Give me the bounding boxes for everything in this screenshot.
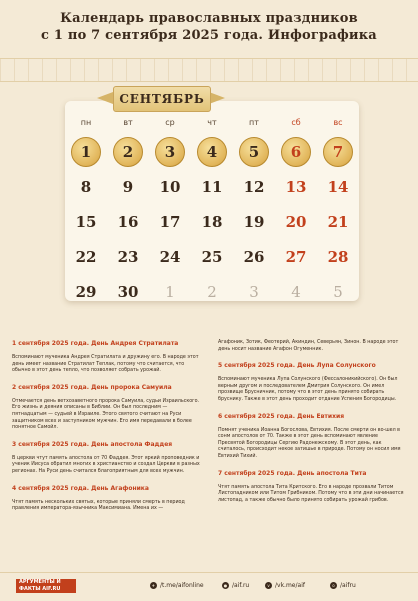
article-text: Отмечается день ветхозаветного пророка Самуила, судьи Израильского. Его жизнь и деяния описаны в Библии. Он был последним — пятнадцатым — судьей в Израиле. Этого святого считают на Руси защитником всех и заступником мужчин. Его имя передавали в более понятное Самойл.	[12, 398, 200, 431]
calendar-day: 5	[333, 282, 343, 301]
title-line-2: с 1 по 7 сентября 2025 года. Инфографика	[41, 28, 377, 43]
weekday-label: сб	[291, 118, 301, 127]
articles-right-column	[218, 340, 406, 513]
weekday-label: ср	[165, 118, 175, 127]
social-link-telegram[interactable]	[150, 582, 204, 589]
calendar-grid	[65, 112, 359, 309]
calendar-day: 27	[285, 247, 307, 266]
social-link-ok[interactable]	[330, 582, 356, 589]
ok-icon: o	[330, 582, 337, 589]
title-line-1: Календарь православных праздников	[60, 11, 358, 26]
holiday-day-marker: 1	[71, 137, 101, 167]
weekday-label: пт	[249, 118, 259, 127]
calendar-day	[191, 134, 233, 169]
article-text: В церкви чтут память апостола от 70 Фаддея. Этот яркий проповедник и ученик Иисуса обратил многих в христианство и создал Церкви в разных регионах. На Руси день считался благоприятным для всех мужчин.	[12, 455, 200, 474]
vk-icon: v	[265, 582, 272, 589]
article-heading: 4 сентября 2025 года. День Агафоника	[12, 484, 149, 492]
social-link-label: /aif.ru	[232, 582, 250, 589]
article-heading: 3 сентября 2025 года. День апостола Фаддея	[12, 440, 173, 448]
calendar-day: 11	[201, 177, 223, 196]
holiday-day-marker: 7	[323, 137, 353, 167]
page-title	[0, 10, 418, 44]
weekday-label: пн	[80, 118, 92, 127]
calendar-day: 23	[117, 247, 139, 266]
calendar-day: 14	[327, 177, 349, 196]
holiday-day-marker: 4	[197, 137, 227, 167]
footer	[0, 572, 418, 601]
globe-icon: ●	[223, 583, 228, 588]
calendar-day: 16	[117, 212, 139, 231]
calendar-day: 8	[80, 177, 92, 196]
calendar-day	[233, 134, 275, 169]
calendar-day: 24	[159, 247, 181, 266]
month-label: СЕНТЯБРЬ	[113, 86, 211, 112]
social-link-label: /aifru	[340, 582, 356, 589]
telegram-icon: ✈	[151, 583, 156, 588]
social-link-vk[interactable]	[265, 582, 305, 589]
article-text: Чтят память апостола Тита Критского. Его в народе прозвали Титом Листопадником или Титом Грибником. Потому что в эти дни начинается листопад, а также обычно было принято собирать урожай грибов.	[218, 484, 404, 503]
article-text: Вспоминают мученика Лупа Солунского (Фессалоникийского). Он был верным другом и последователем Дмитрия Солунского. Он имел прозвище Брусничник, потому что в этот день принято собирать бруснику. Также в этот день проходит отдание Успения Богородицы.	[218, 377, 398, 402]
article-text: Агафоник, Зотик, Феотерий, Акиндин, Северьян, Зинон. В народе этот день носит название Агафон Огуменник.	[218, 340, 399, 352]
holiday-day-marker: 5	[239, 137, 269, 167]
calendar-day: 3	[249, 282, 259, 301]
holiday-day-marker: 6	[281, 137, 311, 167]
calendar-day: 9	[122, 177, 134, 196]
social-link-site[interactable]	[222, 582, 249, 589]
calendar-day: 12	[243, 177, 265, 196]
calendar-day: 18	[201, 212, 223, 231]
calendar-day	[317, 134, 359, 169]
calendar-day: 21	[327, 212, 349, 231]
weekday-label: вс	[333, 118, 343, 127]
calendar-day	[275, 134, 317, 169]
calendar-day: 26	[243, 247, 265, 266]
articles-left-column	[12, 340, 200, 522]
calendar-day: 28	[327, 247, 349, 266]
calendar-day: 22	[75, 247, 97, 266]
calendar-day: 2	[207, 282, 217, 301]
weekday-label: вт	[123, 118, 133, 127]
article-heading: 5 сентября 2025 года. День Лупа Солунского	[218, 362, 376, 370]
weekday-label: чт	[207, 118, 217, 127]
article-heading: 7 сентября 2025 года. День апостола Тита	[218, 469, 367, 477]
calendar-day: 4	[291, 282, 301, 301]
article-heading: 2 сентября 2025 года. День пророка Самуила	[12, 383, 172, 391]
calendar-day: 25	[201, 247, 223, 266]
aif-logo: АРГУМЕНТЫ И ФАКТЫ AIF.RU	[16, 579, 76, 593]
article-heading: 6 сентября 2025 года. День Евтихия	[218, 412, 345, 420]
article-heading: 1 сентября 2025 года. День Андрея Стратилата	[12, 340, 179, 347]
article-text: Вспоминают мученика Андрея Стратилата и дружину его. В народе этот день имеет название Стратилат Теплак, потому что считается, что обычно в этот день тепло, что позволяет собрать урожай.	[12, 355, 199, 374]
social-link-label: /vk.me/aif	[275, 582, 305, 589]
calendar-day: 13	[285, 177, 307, 196]
calendar-day: 10	[159, 177, 181, 196]
calendar-day: 29	[75, 282, 97, 301]
calendar-day: 20	[285, 212, 307, 231]
ornament-band	[0, 58, 418, 82]
calendar-day: 30	[117, 282, 139, 301]
article-text: Чтят память нескольких святых, которые приняли смерть в период правления императора-язычника Максимиана. Имена их —	[12, 499, 185, 512]
calendar-day: 17	[159, 212, 181, 231]
calendar-day	[65, 134, 107, 169]
holiday-day-marker: 2	[113, 137, 143, 167]
calendar-day: 15	[75, 212, 97, 231]
calendar-day: 19	[243, 212, 265, 231]
holiday-day-marker: 3	[155, 137, 185, 167]
calendar-day	[107, 134, 149, 169]
calendar-day: 1	[165, 282, 175, 301]
article-text: Помнят ученика Иоанна Богослова, Евтихия. После смерти он во-шел в сонм апостолов от 70. Также в этот день вспоминают явление Пресвятой Богородицы Сергию Радонежскому. В этот день, как считалось, происходит некое затишье в природе. Потому он носил имя Евтихий Тихий.	[218, 427, 401, 459]
social-link-label: /t.me/aifonline	[160, 582, 204, 589]
calendar-day	[149, 134, 191, 169]
